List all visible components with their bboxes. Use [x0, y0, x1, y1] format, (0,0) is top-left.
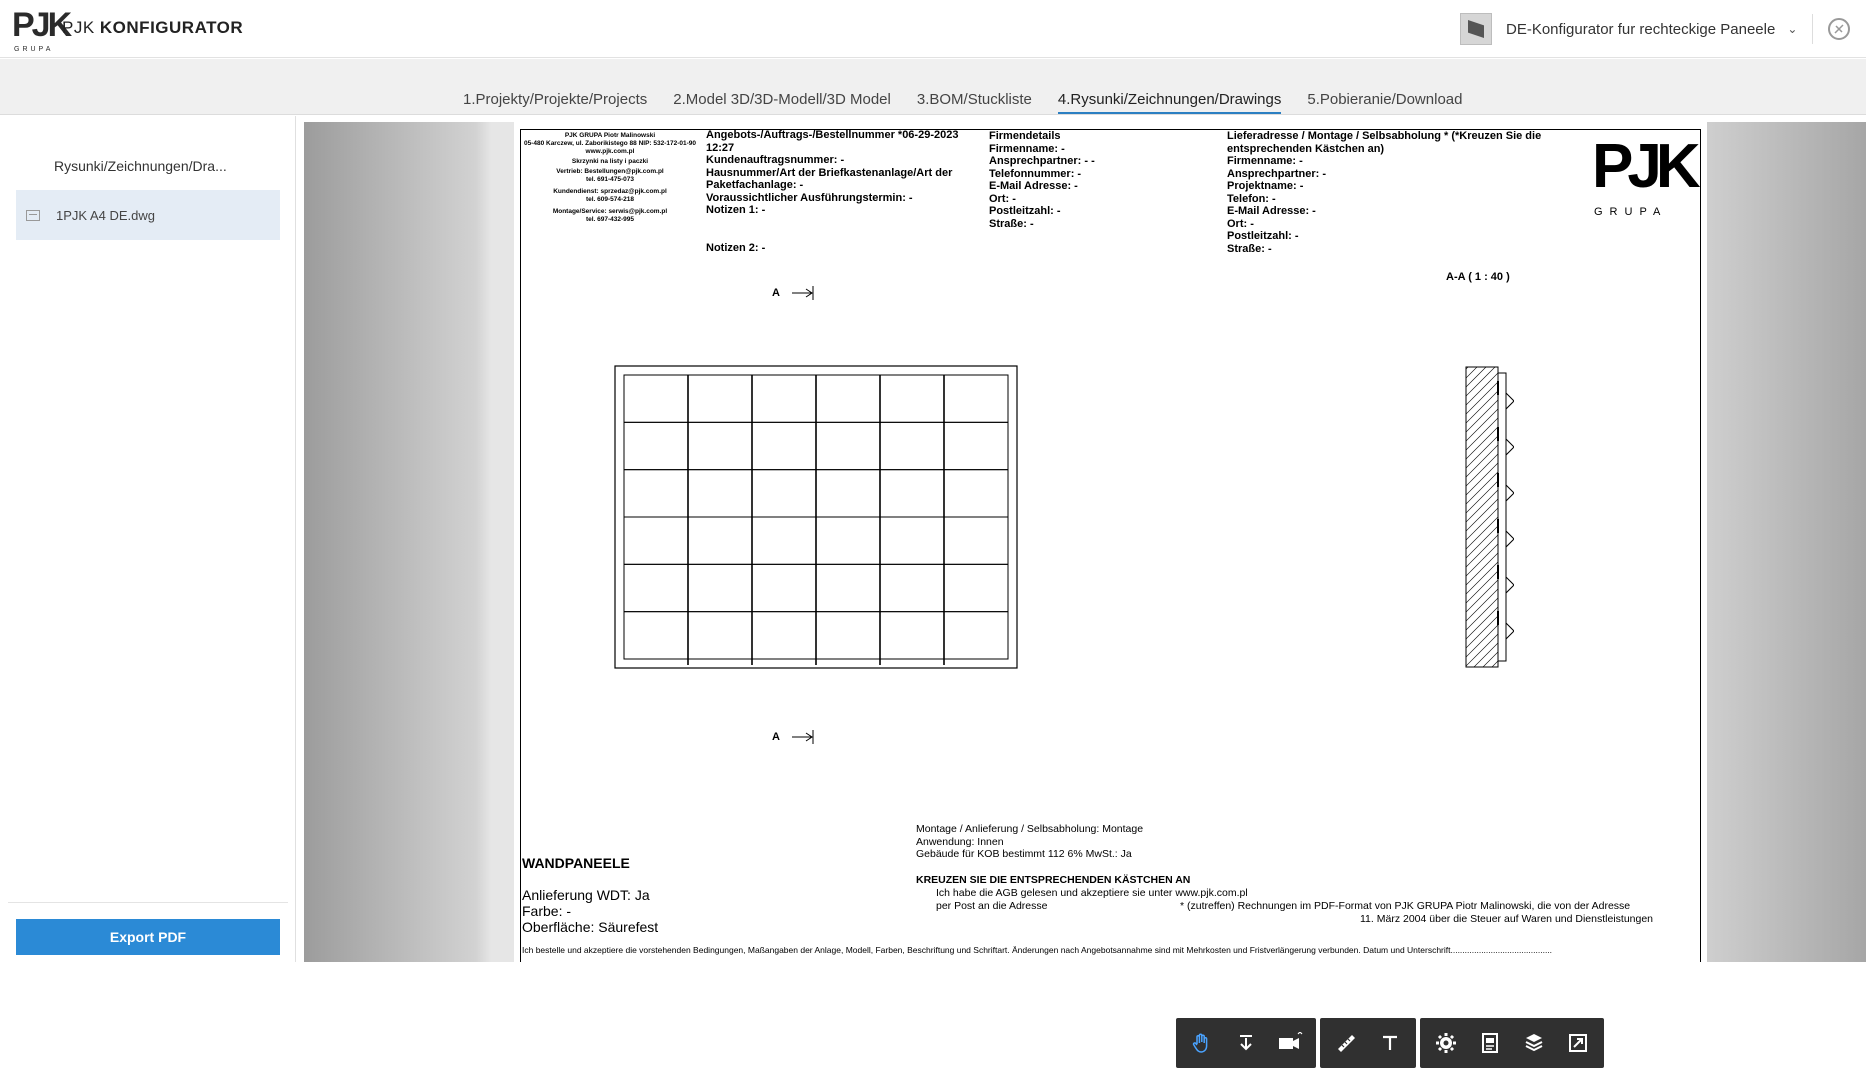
panel-cell [752, 422, 816, 469]
panel-cell [752, 470, 816, 517]
section-hatch [1466, 625, 1498, 657]
company-line: tel. 609-574-218 [585, 196, 635, 203]
panel-details [522, 887, 658, 935]
section-hatch [1466, 652, 1498, 669]
panel-cell [816, 470, 880, 517]
panel-cell [944, 612, 1008, 659]
section-hatch [1466, 409, 1498, 441]
panel-cell [816, 517, 880, 564]
delivery-address [1227, 130, 1541, 255]
order-info [706, 129, 958, 217]
toolbar-group [1176, 1018, 1316, 1068]
section-bracket [1506, 485, 1514, 501]
order-lines-line: Notizen 1: - [706, 204, 766, 216]
section-hatch [1466, 365, 1498, 396]
company-line: PJK GRUPA Piotr Malinowski [564, 132, 656, 139]
section-hatch [1466, 634, 1498, 666]
download-arrow-icon[interactable] [1226, 1023, 1266, 1063]
panel-cell [880, 470, 944, 517]
panel-cell [688, 375, 752, 422]
delivery-line: Telefon: - [1227, 192, 1276, 205]
company-details-line: Postleitzahl: - [989, 205, 1061, 217]
tab-3[interactable]: 3.BOM/Stuckliste [916, 91, 1032, 108]
panel-cell [624, 470, 688, 517]
panel-cell [624, 612, 688, 659]
panel-cell [688, 564, 752, 611]
section-hatch [1466, 517, 1498, 549]
kreuzen-heading: KREUZEN SIE DIE ENTSPRECHENDEN KÄSTCHEN AN [916, 874, 1191, 886]
delivery-line: entsprechenden Kästchen an) [1227, 142, 1385, 155]
order-lines-line: Kundenauftragsnummer: - [706, 154, 845, 166]
section-marker-top: A [772, 287, 780, 299]
header-divider [1812, 14, 1813, 44]
company-details-line: Ansprechpartner: - - [989, 155, 1095, 167]
company-line: 05-480 Karczew, ul. Zaborikistego 88 NIP: 532-172-01-90 [523, 140, 697, 147]
panel-cell [752, 375, 816, 422]
section-marker-bottom: A [772, 731, 780, 743]
section-arrow-bottom [792, 728, 818, 746]
section-hatch [1466, 427, 1498, 459]
company-line: Vertrieb: Bestellungen@pjk.com.pl [556, 168, 664, 175]
section-hatch [1466, 499, 1498, 531]
panel-cell [816, 422, 880, 469]
company-line: Skrzynki na listy i paczki [571, 158, 649, 165]
section-hatch [1466, 571, 1498, 603]
section-hatch [1466, 607, 1498, 639]
section-hatch [1466, 562, 1498, 594]
panel-cell [944, 375, 1008, 422]
text-icon[interactable] [1370, 1023, 1410, 1063]
panel-cell [624, 517, 688, 564]
panel-front-view [614, 365, 1018, 669]
sidebar-title: Rysunki/Zeichnungen/Dra... [54, 158, 227, 174]
pjk-logo[interactable]: PJK GRUPA [12, 6, 70, 53]
panel-cell [816, 612, 880, 659]
delivery-line: Firmenname: - [1227, 155, 1303, 167]
section-hatch [1466, 526, 1498, 558]
panel-cell [880, 612, 944, 659]
tab-4[interactable]: 4.Rysunki/Zeichnungen/Drawings [1058, 91, 1281, 114]
company-line: tel. 691-475-073 [585, 176, 635, 183]
company-line: tel. 697-432-995 [585, 216, 635, 223]
toolbar-group [1420, 1018, 1604, 1068]
chevron-down-icon: ⌄ [1787, 22, 1798, 36]
delivery-line: Lieferadresse / Montage / Selbsabholung * (*Kreuzen Sie die [1227, 130, 1542, 142]
panel-cell [688, 612, 752, 659]
file-list-item[interactable] [16, 190, 280, 240]
section-hatch [1466, 598, 1498, 630]
camera-icon[interactable] [1270, 1023, 1310, 1063]
section-hatch [1466, 589, 1498, 621]
pdf-invoice-line2: 11. März 2004 über die Steuer auf Waren und Dienstleistungen [1360, 913, 1654, 925]
section-bracket [1506, 439, 1514, 455]
tab-2[interactable]: 2.Model 3D/3D-Modell/3D Model [673, 91, 891, 108]
viewer-toolbar [1176, 1018, 1604, 1068]
company-line: www.pjk.com.pl [585, 148, 635, 155]
montage-line: Anwendung: Innen [916, 835, 1004, 848]
company-details-line: Firmenname: - [989, 142, 1065, 155]
document-properties-icon[interactable] [1470, 1023, 1510, 1063]
tab-1[interactable]: 1.Projekty/Projekte/Projects [463, 91, 648, 108]
section-hatch [1466, 481, 1498, 513]
tab-bar [0, 59, 1866, 115]
layers-icon[interactable] [1514, 1023, 1554, 1063]
panel-cell [816, 375, 880, 422]
panel-cell [944, 564, 1008, 611]
order-lines-line: Voraussichtlicher Ausführungstermin: - [706, 191, 913, 204]
ruler-icon[interactable] [1326, 1023, 1366, 1063]
section-hatch [1466, 544, 1498, 576]
export-pdf-button[interactable]: Export PDF [16, 919, 280, 955]
settings-circle-icon[interactable] [1828, 18, 1850, 40]
sidebar-divider [8, 902, 288, 903]
section-hatch [1466, 382, 1498, 414]
order-lines-line: 12:27 [706, 141, 735, 154]
panel-cell [880, 375, 944, 422]
tab-list [463, 91, 1462, 114]
panel-cell [880, 422, 944, 469]
section-panel [1498, 373, 1506, 661]
section-hatch [1466, 535, 1498, 567]
section-bracket [1506, 577, 1514, 593]
tab-5[interactable]: 5.Pobieranie/Download [1307, 91, 1463, 108]
section-hatch [1466, 454, 1498, 486]
order-lines-line: Angebots-/Auftrags-/Bestellnummer *06-29-2023 [706, 129, 959, 141]
panel-cell [752, 517, 816, 564]
hand-icon[interactable] [1182, 1023, 1222, 1063]
panel-cell [752, 564, 816, 611]
section-bracket [1506, 393, 1514, 409]
delivery-line: Ort: - [1227, 217, 1254, 230]
section-hatch [1466, 436, 1498, 468]
panel-cell [624, 564, 688, 611]
delivery-line: Straße: - [1227, 242, 1272, 255]
panel-details-line: Anlieferung WDT: Ja [522, 887, 650, 903]
section-hatch [1466, 400, 1498, 432]
delivery-line: Postleitzahl: - [1227, 230, 1299, 242]
section-hatch [1466, 616, 1498, 648]
panel-details-line: Oberfläche: Säurefest [522, 919, 659, 935]
toolbar-group [1320, 1018, 1416, 1068]
panel-cell [944, 422, 1008, 469]
section-arrow-top [792, 284, 818, 302]
section-hatch [1466, 553, 1498, 585]
section-hatch [1466, 508, 1498, 540]
section-hatch [1466, 391, 1498, 423]
section-hatch [1466, 643, 1498, 669]
company-details-line: E-Mail Adresse: - [989, 180, 1078, 192]
panel-cell [880, 564, 944, 611]
sidebar [0, 116, 296, 962]
sheet-logo-sub: GRUPA [1594, 206, 1668, 218]
company-details-line: Straße: - [989, 217, 1034, 230]
panel-cell [688, 470, 752, 517]
notes-2: Notizen 2: - [706, 242, 766, 254]
panel-section-view [1454, 365, 1514, 669]
panel-cell [752, 612, 816, 659]
section-hatch [1466, 463, 1498, 495]
image-file-icon [26, 210, 40, 221]
agb-line: Ich habe die AGB gelesen und akzeptiere sie unter www.pjk.com.pl [936, 887, 1248, 899]
section-hatch [1466, 661, 1498, 669]
section-hatch [1466, 445, 1498, 477]
panel-cell [624, 422, 688, 469]
company-line: Montage/Service: serwis@pjk.com.pl [552, 208, 668, 215]
sheet-logo: PJK [1592, 132, 1695, 201]
order-lines-line: Paketfachanlage: - [706, 179, 804, 191]
order-lines-line: Hausnummer/Art der Briefkastenanlage/Art der [706, 166, 953, 179]
section-bracket [1506, 531, 1514, 547]
file-name: 1PJK A4 DE.dwg [56, 207, 155, 223]
montage-line: Gebäude für KOB bestimmt 112 6% MwSt.: Ja [916, 848, 1132, 860]
panel-cell [688, 517, 752, 564]
section-hatch [1466, 373, 1498, 405]
drawing-sheet [514, 122, 1707, 962]
app-title: PJK KONFIGURATOR [62, 18, 244, 37]
drawing-viewer[interactable] [304, 122, 1866, 962]
panel-cell [688, 422, 752, 469]
company-details [989, 130, 1095, 230]
section-hatch [1466, 580, 1498, 612]
delivery-line: Projektname: - [1227, 180, 1304, 192]
panel-icon [1460, 13, 1492, 45]
section-bracket [1506, 623, 1514, 639]
section-hatch [1466, 490, 1498, 522]
post-line: per Post an die Adresse [936, 900, 1048, 912]
section-hatch [1466, 418, 1498, 450]
panel-details-line: Farbe: - [522, 903, 572, 919]
panel-cell [624, 375, 688, 422]
montage-info [916, 823, 1143, 861]
panel-cell [944, 470, 1008, 517]
fullscreen-icon[interactable] [1558, 1023, 1598, 1063]
configurator-select[interactable] [1460, 12, 1797, 46]
montage-line: Montage / Anlieferung / Selbsabholung: Montage [916, 823, 1144, 835]
section-label: A-A ( 1 : 40 ) [1446, 271, 1510, 283]
footer-terms: Ich bestelle und akzeptiere die vorstehenden Bedingungen, Maßangaben der Anlage, Modell, Farben, Beschriftung und Schriftart. Änderungen nach Angebotsannahme sind mit Mehrkosten und Fristverlängerung verbunden. Datum und Unterschrift........................................... [522, 945, 1553, 955]
configurator-label: DE-Konfigurator fur rechteckige Paneele [1506, 20, 1776, 38]
company-line: Kundendienst: sprzedaz@pjk.com.pl [553, 188, 667, 195]
panel-title: WANDPANEELE [522, 855, 630, 871]
company-details-line: Ort: - [989, 192, 1016, 205]
gear-icon[interactable] [1426, 1023, 1466, 1063]
section-hatch [1466, 365, 1498, 387]
pdf-invoice-line1: * (zutreffen) Rechnungen im PDF-Format von PJK GRUPA Piotr Malinowski, die von der Adresse [1180, 900, 1631, 912]
company-details-line: Telefonnummer: - [989, 167, 1082, 180]
panel-cell [880, 517, 944, 564]
company-details-line: Firmendetails [989, 130, 1061, 142]
section-hatch [1466, 472, 1498, 504]
delivery-line: E-Mail Adresse: - [1227, 205, 1316, 217]
panel-cell [816, 564, 880, 611]
app-header [0, 0, 1866, 58]
delivery-line: Ansprechpartner: - [1227, 167, 1327, 180]
panel-cell [944, 517, 1008, 564]
